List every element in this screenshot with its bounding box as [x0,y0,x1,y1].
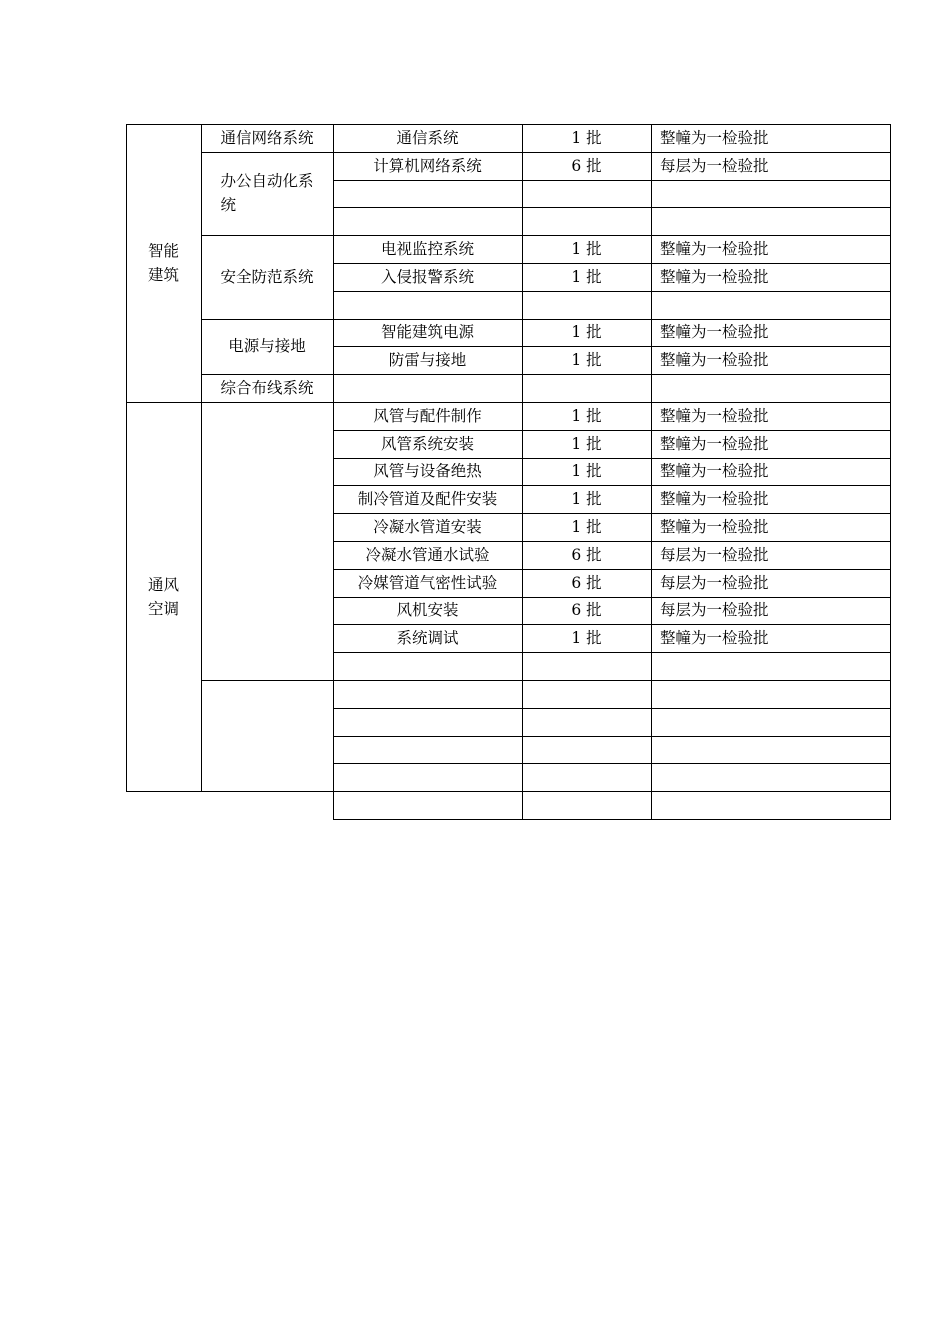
item-name-cell [333,736,522,764]
batch-note-cell: 整幢为一检验批 [660,323,769,342]
subsystem-cell: 电源与接地 [228,337,306,356]
subsystem-cell: 安全防范系统 [220,267,314,286]
batch-note-cell: 整幢为一检验批 [660,240,769,259]
item-name-cell [333,791,522,819]
item-name-cell [333,680,522,708]
row-rule [333,319,890,320]
item-name-cell: 计算机网络系统 [373,156,482,175]
subsystem-rule [201,319,333,320]
batch-note-cell: 整幢为一检验批 [660,490,769,509]
row-rule [333,763,890,764]
batch-note-cell [651,180,890,208]
item-name-cell [333,708,522,736]
subsystem-cell-line: 统 [220,196,236,215]
batch-note-cell: 每层为一检验批 [660,601,769,620]
row-rule [333,207,890,208]
batch-note-cell [651,207,890,235]
table-left-border [126,402,127,791]
batch-qty-cell [522,680,651,708]
subsystem-rule [201,374,333,375]
subsystem-cell [201,152,333,235]
batch-qty-cell: 1 批 [571,490,602,509]
item-name-cell: 冷凝水管道安装 [373,518,482,537]
batch-note-cell: 整幢为一检验批 [660,434,769,453]
row-rule [333,708,890,709]
batch-qty-cell [522,763,651,791]
batch-qty-cell: 1 批 [571,323,602,342]
batch-note-cell: 整幢为一检验批 [660,518,769,537]
batch-qty-cell [522,207,651,235]
subsystem-cell: 综合布线系统 [220,379,314,398]
row-rule [333,430,890,431]
item-name-cell: 制冷管道及配件安装 [357,490,498,509]
batch-qty-cell: 1 批 [571,629,602,648]
column-divider [651,124,652,819]
subsystem-rule [201,680,333,681]
row-rule [333,513,890,514]
batch-qty-cell: 1 批 [571,351,602,370]
row-rule [333,402,890,403]
batch-qty-cell: 6 批 [571,601,602,620]
batch-note-cell [651,374,890,402]
batch-note-cell [651,708,890,736]
subsystem-cell [201,402,333,680]
batch-qty-cell: 6 批 [571,156,602,175]
subsystem-cell-line: 办公自动化系 [220,172,314,191]
batch-note-cell: 整幢为一检验批 [660,128,769,147]
batch-note-cell: 整幢为一检验批 [660,629,769,648]
row-rule [333,736,890,737]
item-name-cell [333,763,522,791]
group-cell [126,124,201,402]
batch-note-cell [651,791,890,819]
batch-qty-cell: 1 批 [571,518,602,537]
item-name-cell: 冷媒管道气密性试验 [357,573,498,592]
batch-qty-cell: 1 批 [571,128,602,147]
row-rule [333,291,890,292]
batch-note-cell: 整幢为一检验批 [660,462,769,481]
column-divider [333,124,334,819]
row-rule [333,124,890,125]
row-rule [333,263,890,264]
item-name-cell: 风管系统安装 [380,434,474,453]
item-name-cell: 风机安装 [396,601,459,620]
batch-note-cell: 整幢为一检验批 [660,406,769,425]
row-rule [333,597,890,598]
table-left-border [126,124,127,402]
row-rule [333,152,890,153]
item-name-cell [333,291,522,319]
column-divider [522,124,523,819]
batch-qty-cell [522,374,651,402]
item-name-cell [333,374,522,402]
item-name-cell: 智能建筑电源 [380,323,474,342]
batch-qty-cell: 1 批 [571,406,602,425]
row-rule [333,458,890,459]
subsystem-rule [201,152,333,153]
row-rule [333,235,890,236]
group-cell-line: 智能 [147,242,179,260]
row-rule [333,624,890,625]
item-name-cell: 电视监控系统 [380,240,474,259]
batch-qty-cell: 1 批 [571,434,602,453]
item-name-cell [333,180,522,208]
batch-qty-cell: 1 批 [571,240,602,259]
batch-qty-cell [522,708,651,736]
row-rule [333,485,890,486]
batch-note-cell [651,652,890,680]
item-name-cell [333,652,522,680]
batch-qty-cell [522,180,651,208]
group-cell-line: 空调 [147,599,179,618]
item-name-cell: 系统调试 [396,629,459,648]
subsystem-cell: 通信网络系统 [220,128,314,147]
batch-note-cell: 整幢为一检验批 [660,351,769,370]
row-rule [333,569,890,570]
batch-qty-cell: 1 批 [571,267,602,286]
subsystem-rule [201,124,333,125]
batch-qty-cell [522,291,651,319]
batch-note-cell: 每层为一检验批 [660,545,769,564]
row-rule [333,791,890,792]
batch-note-cell: 每层为一检验批 [660,156,769,175]
batch-qty-cell: 6 批 [571,573,602,592]
batch-note-cell: 每层为一检验批 [660,573,769,592]
item-name-cell: 风管与设备绝热 [373,462,482,481]
row-rule [333,652,890,653]
row-rule [333,346,890,347]
column-divider [890,124,891,819]
batch-note-cell [651,680,890,708]
batch-qty-cell [522,736,651,764]
group-cell-line: 通风 [147,575,179,594]
batch-note-cell: 整幢为一检验批 [660,267,769,286]
group-rule [126,402,201,403]
subsystem-cell [201,680,333,791]
item-name-cell: 风管与配件制作 [373,406,482,425]
subsystem-rule [201,402,333,403]
batch-note-cell [651,736,890,764]
item-name-cell: 通信系统 [396,128,459,147]
batch-qty-cell [522,791,651,819]
batch-note-cell [651,763,890,791]
item-name-cell [333,207,522,235]
item-name-cell: 入侵报警系统 [380,267,474,286]
batch-note-cell [651,291,890,319]
column-divider [201,402,202,791]
item-name-cell: 防雷与接地 [388,351,467,370]
batch-qty-cell [522,652,651,680]
group-bottom-rule [126,791,334,792]
group-rule [126,124,201,125]
table-bottom-rule [333,819,891,820]
subsystem-rule [201,235,333,236]
item-name-cell: 冷凝水管通水试验 [365,545,490,564]
row-rule [333,680,890,681]
row-rule [333,374,890,375]
row-rule [333,180,890,181]
column-divider [201,124,202,402]
batch-qty-cell: 1 批 [571,462,602,481]
row-rule [333,541,890,542]
batch-qty-cell: 6 批 [571,545,602,564]
group-cell-line: 建筑 [147,266,179,284]
group-cell [126,402,201,791]
